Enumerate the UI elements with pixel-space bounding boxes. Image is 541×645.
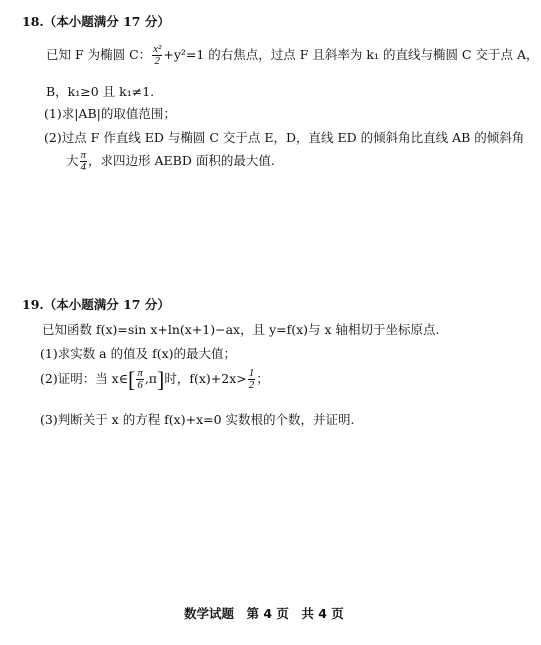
problem-19-part2 xyxy=(40,368,269,391)
one-half-numerator: 1 xyxy=(248,367,255,379)
problem-18-intro-line2: B，k₁≥0 且 k₁≠1. xyxy=(46,84,155,99)
pi-over-6-numerator: π xyxy=(137,367,143,379)
one-half-fraction xyxy=(248,368,256,391)
problem-19-part2-mid: 时，f(x)+2x> xyxy=(164,371,247,386)
interval-right-bracket: ] xyxy=(157,366,165,392)
pi-over-6-denominator: 6 xyxy=(137,379,143,391)
interval-right-endpoint: ,π xyxy=(144,371,158,386)
interval-left-bracket: [ xyxy=(127,366,136,392)
problem-18-intro-b: +y²=1 的右焦点，过点 F 且斜率为 k₁ 的直线与椭圆 C 交于点 A， xyxy=(163,47,539,62)
ellipse-fraction xyxy=(152,44,162,67)
pi-over-4-numerator: π xyxy=(80,149,87,161)
problem-19-part3: (3)判断关于 x 的方程 f(x)+x=0 实数根的个数，并证明. xyxy=(40,412,355,427)
problem-18-header: 18.（本小题满分 17 分） xyxy=(22,14,170,29)
page-footer: 数学试题 第 4 页 共 4 页 xyxy=(184,606,344,621)
problem-19-part2-end: ； xyxy=(256,371,269,386)
problem-19-intro: 已知函数 f(x)=sin x+ln(x+1)−ax，且 y=f(x)与 x 轴相切于坐标原点. xyxy=(42,322,440,337)
one-half-denominator: 2 xyxy=(248,379,255,391)
problem-19-part1: (1)求实数 a 的值及 f(x)的最大值； xyxy=(40,346,237,361)
pi-over-4-denominator: 4 xyxy=(80,161,87,173)
problem-18-part2-suffix: ，求四边形 AEBD 面积的最大值. xyxy=(88,153,275,168)
ellipse-fraction-numerator: x² xyxy=(153,43,162,55)
problem-18-part2-prefix: 大 xyxy=(66,153,79,168)
problem-18-part2-line1: (2)过点 F 作直线 ED 与椭圆 C 交于点 E，D，直线 ED 的倾斜角比直线 AB 的倾斜角 xyxy=(44,130,525,145)
problem-18-intro-line1 xyxy=(46,44,538,67)
pi-over-6-fraction xyxy=(136,368,144,391)
problem-19-part2-prefix: (2)证明：当 x∈ xyxy=(40,371,128,386)
problem-19-header: 19.（本小题满分 17 分） xyxy=(22,297,170,312)
pi-over-4-fraction xyxy=(80,150,88,173)
problem-18-part1: (1)求|AB|的取值范围； xyxy=(44,106,176,121)
problem-18-part2-line2 xyxy=(66,150,275,173)
problem-18-intro-a: 已知 F 为椭圆 C： xyxy=(46,47,152,62)
ellipse-fraction-denominator: 2 xyxy=(154,55,161,67)
